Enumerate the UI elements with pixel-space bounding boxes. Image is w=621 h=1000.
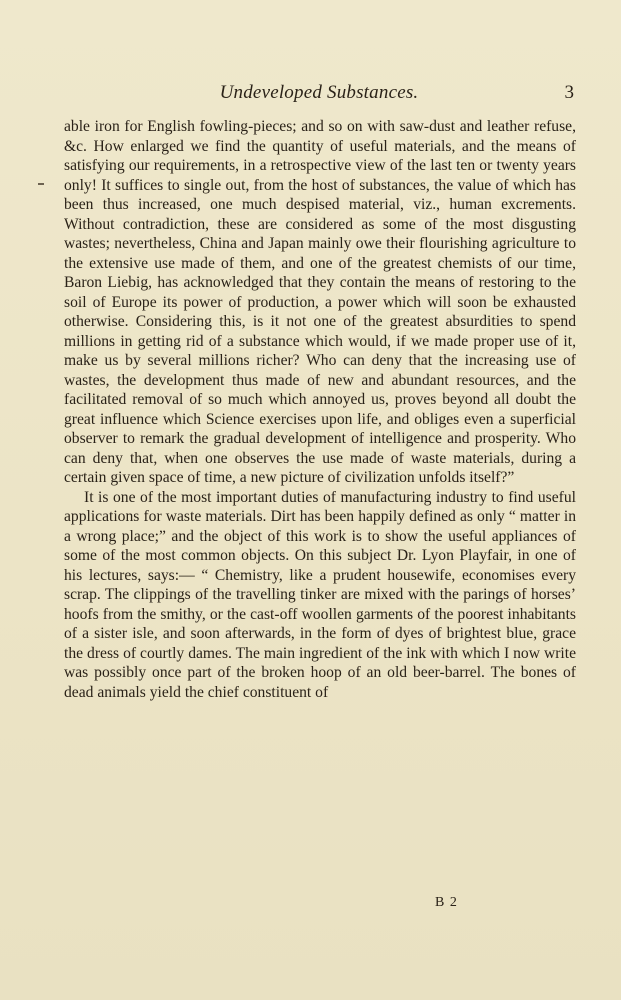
body-text (64, 117, 576, 702)
margin-mark (38, 183, 44, 185)
paragraph-2: It is one of the most important duties of manufacturing industry to find useful applications for waste materials. Dirt has been happily defined as only “ matter in a wrong place;” and the object of this work is to show the useful appliances of some of the most common objects. On this subject Dr. Lyon Playfair, in one of his lectures, says:— “ Chemistry, like a prudent housewife, economises every scrap. The clippings of the travelling tinker are mixed with the parings of horses’ hoofs from the smithy, or the cast-off woollen garments of the poorest inhabitants of a sister isle, and soon afterwards, in the form of dyes of brightest blue, grace the dress of courtly dames. The main ingredient of the ink with which I now write was possibly once part of the broken hoop of an old beer-barrel. The bones of dead animals yield the chief constituent of (64, 488, 576, 701)
running-head (64, 82, 574, 106)
paragraph-1: able iron for English fowling-pieces; and so on with saw-dust and leather refuse, &c. How enlarged we find the quantity of useful materials, and the means of satisfying our requirements, in a retrospective view of the last ten or twenty years only! It suffices to single out, from the host of substances, the value of which has been thus increased, one much despised material, viz., human excrements. Without contradiction, these are considered as some of the most disgusting wastes; nevertheless, China and Japan mainly owe their flourishing agriculture to the extensive use made of them, and one of the greatest chemists of our time, Baron Liebig, has acknowledged that they contain the means of restoring to the soil of Europe its power of production, a power which will soon be exhausted otherwise. Considering this, is it not one of the greatest absurdities to spend millions in getting rid of a substance which would, if we made proper use of it, make us by several millions richer? Who can deny that the increasing use of wastes, the development thus made of new and abundant resources, and the facilitated removal of so much which annoyed us, proves beyond all doubt the great influence which Science exercises upon life, and obliges even a superficial observer to remark the gradual development of intelligence and prosperity. Who can deny that, when one observes the use made of waste materials, during a certain given space of time, a new picture of civilization unfolds itself?” (64, 118, 576, 486)
signature-mark: B 2 (435, 895, 458, 910)
page-number: 3 (564, 82, 574, 103)
running-title: Undeveloped Substances. (219, 82, 419, 103)
